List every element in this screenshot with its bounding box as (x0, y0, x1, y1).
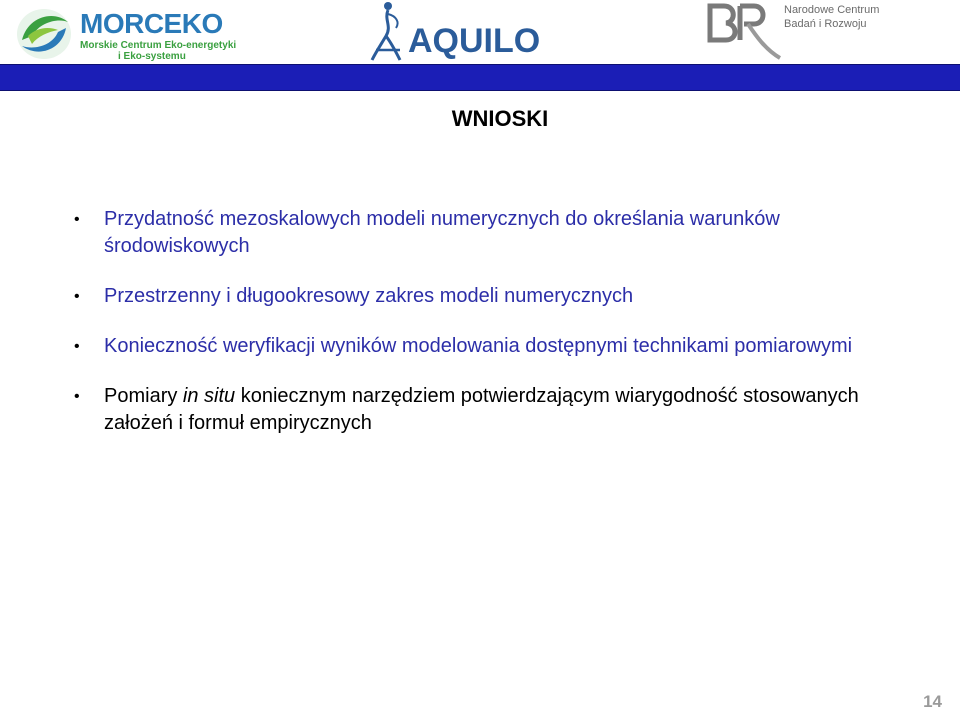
aquilo-wordmark: AQUILO (408, 22, 541, 60)
bullet-item (74, 383, 914, 437)
bullet-dot-icon: • (74, 388, 80, 405)
bullet-list (74, 206, 914, 460)
ncbr-name-line2: Badań i Rozwoju (784, 18, 867, 30)
aquilo-logo (362, 0, 562, 62)
bullet-text-after: koniecznym narzędziem potwierdzającym wiarygodność stosowanych założeń i formuł empirycznych (104, 385, 859, 434)
morceko-wordmark: MORCEKO (80, 8, 223, 39)
bullet-text-italic: in situ (182, 385, 236, 407)
morceko-subtitle-line1: Morskie Centrum Eko-energetyki (80, 40, 237, 51)
stylized-figure-icon (366, 0, 410, 62)
bullet-text-before: Pomiary (104, 385, 183, 407)
br-monogram-icon (704, 0, 784, 62)
bullet-text: Przydatność mezoskalowych modeli numerycznych do określania warunków środowiskowych (104, 208, 780, 257)
bullet-dot-icon: • (74, 288, 80, 305)
bullet-item (74, 333, 914, 360)
morceko-subtitle-line2: i Eko-systemu (118, 51, 186, 62)
bullet-text: Przestrzenny i długookresowy zakres modeli numerycznych (104, 285, 634, 307)
header-band (0, 64, 960, 91)
swirl-globe-icon (14, 6, 74, 62)
header (0, 0, 960, 64)
bullet-dot-icon: • (74, 338, 80, 355)
ncbr-logo (704, 0, 904, 62)
ncbr-name-line1: Narodowe Centrum (784, 4, 880, 16)
page-number: 14 (923, 692, 942, 711)
bullet-item (74, 283, 914, 310)
bullet-text: Konieczność weryfikacji wyników modelowania dostępnymi technikami pomiarowymi (104, 335, 853, 357)
bullet-item (74, 206, 914, 260)
bullet-dot-icon: • (74, 211, 80, 228)
slide-title: WNIOSKI (451, 106, 549, 131)
morceko-logo (14, 4, 237, 62)
